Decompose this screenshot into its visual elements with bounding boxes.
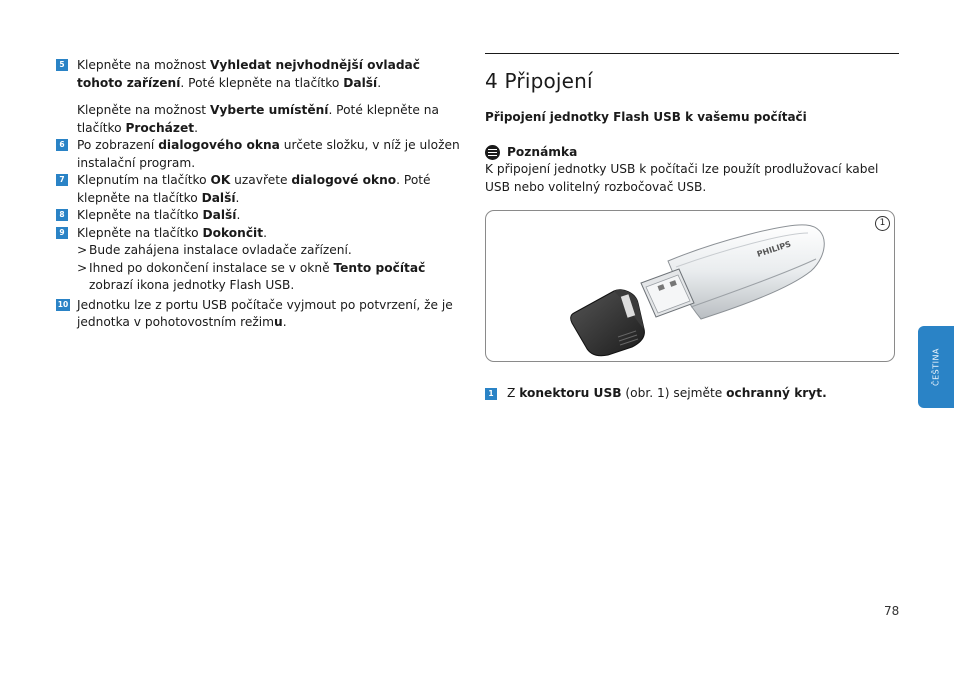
- usb-drive-illustration: [486, 211, 894, 361]
- step-8: [56, 207, 466, 225]
- result-marker: >: [77, 243, 88, 257]
- section-divider: [485, 53, 899, 54]
- bold-term: dialogové okno: [291, 173, 397, 187]
- step-number-badge: 9: [56, 227, 68, 239]
- step-number-badge: 7: [56, 174, 68, 186]
- step-number-badge: 10: [57, 299, 69, 309]
- note-heading: [485, 144, 899, 162]
- brand-label: PHILIPS: [755, 239, 793, 259]
- note-icon: [485, 145, 500, 160]
- language-tab: [918, 326, 954, 408]
- drive-body: [668, 225, 824, 319]
- bold-term: u: [274, 315, 283, 329]
- step-6: [56, 137, 466, 172]
- step-text: Klepněte na možnost Vyhledat nejvhodnější ovladač tohoto zařízení. Poté klepněte na tlačítko Další.: [77, 58, 421, 90]
- bold-term: OK: [210, 173, 231, 187]
- step-number-badge: 6: [56, 139, 68, 151]
- note-title: Poznámka: [507, 144, 578, 159]
- step-text: Klepněte na tlačítko Dokončit.: [77, 225, 267, 240]
- step-7: [56, 172, 466, 207]
- step-text: Z konektoru USB (obr. 1) sejměte ochranný kryt.: [507, 386, 827, 400]
- step-text: Klepněte na tlačítko Další.: [77, 208, 241, 222]
- bold-term: ochranný kryt.: [726, 386, 827, 400]
- step-number-badge: 8: [56, 209, 68, 221]
- bold-term: Dokončit: [202, 225, 264, 240]
- instructions-column: [56, 57, 466, 332]
- step-5: [56, 57, 466, 92]
- bold-term: Další: [202, 208, 237, 222]
- bold-term: Tento počítač: [333, 260, 426, 275]
- page-number: 78: [884, 604, 900, 618]
- step-result: [77, 242, 466, 260]
- step-text: Klepnutím na tlačítko OK uzavřete dialogové okno. Poté klepněte na tlačítko Další.: [77, 173, 431, 205]
- language-label: ČEŠTINA: [931, 348, 941, 386]
- step-result: [77, 260, 466, 295]
- section-column: [485, 53, 899, 403]
- section-title: 4 Připojení: [485, 69, 593, 93]
- connect-step-1: [485, 385, 899, 403]
- bold-term: dialogového okna: [158, 138, 280, 152]
- step-number-badge: 5: [56, 59, 68, 71]
- note-text: K připojení jednotky USB k počítači lze použít prodlužovací kabel USB nebo volitelný rozbočovač USB.: [485, 162, 879, 194]
- bold-term: Další: [343, 75, 378, 90]
- step-9: [56, 225, 466, 295]
- step-10: [56, 297, 466, 332]
- figure-number: 1: [875, 216, 890, 231]
- step-number-badge: 1: [485, 388, 497, 400]
- bold-term: Vyhledat nejvhodnější ovladač tohoto zařízení: [77, 58, 421, 90]
- step-text: Jednotku lze z portu USB počítače vyjmout po potvrzení, že je jednotka v pohotovostním režimu.: [77, 297, 453, 329]
- step-text: Po zobrazení dialogového okna určete složku, v níž je uložen instalační program.: [77, 138, 460, 170]
- bold-term: konektoru USB: [519, 386, 622, 400]
- step-5-continued: [56, 102, 466, 137]
- bold-term: Další: [201, 190, 236, 205]
- usb-drive-figure: [485, 210, 895, 362]
- step-text: Klepněte na možnost Vyberte umístění. Poté klepněte na tlačítko Procházet.: [77, 103, 439, 135]
- result-marker: >: [77, 260, 88, 275]
- bold-term: Procházet: [125, 120, 195, 135]
- section-subtitle: Připojení jednotky Flash USB k vašemu počítači: [485, 110, 807, 124]
- result-text: Ihned po dokončení instalace se v okně Tento počítač zobrazí ikona jednotky Flash USB.: [89, 260, 426, 292]
- bold-term: Vyberte umístění: [209, 103, 329, 117]
- result-text: Bude zahájena instalace ovladače zařízení.: [89, 243, 352, 257]
